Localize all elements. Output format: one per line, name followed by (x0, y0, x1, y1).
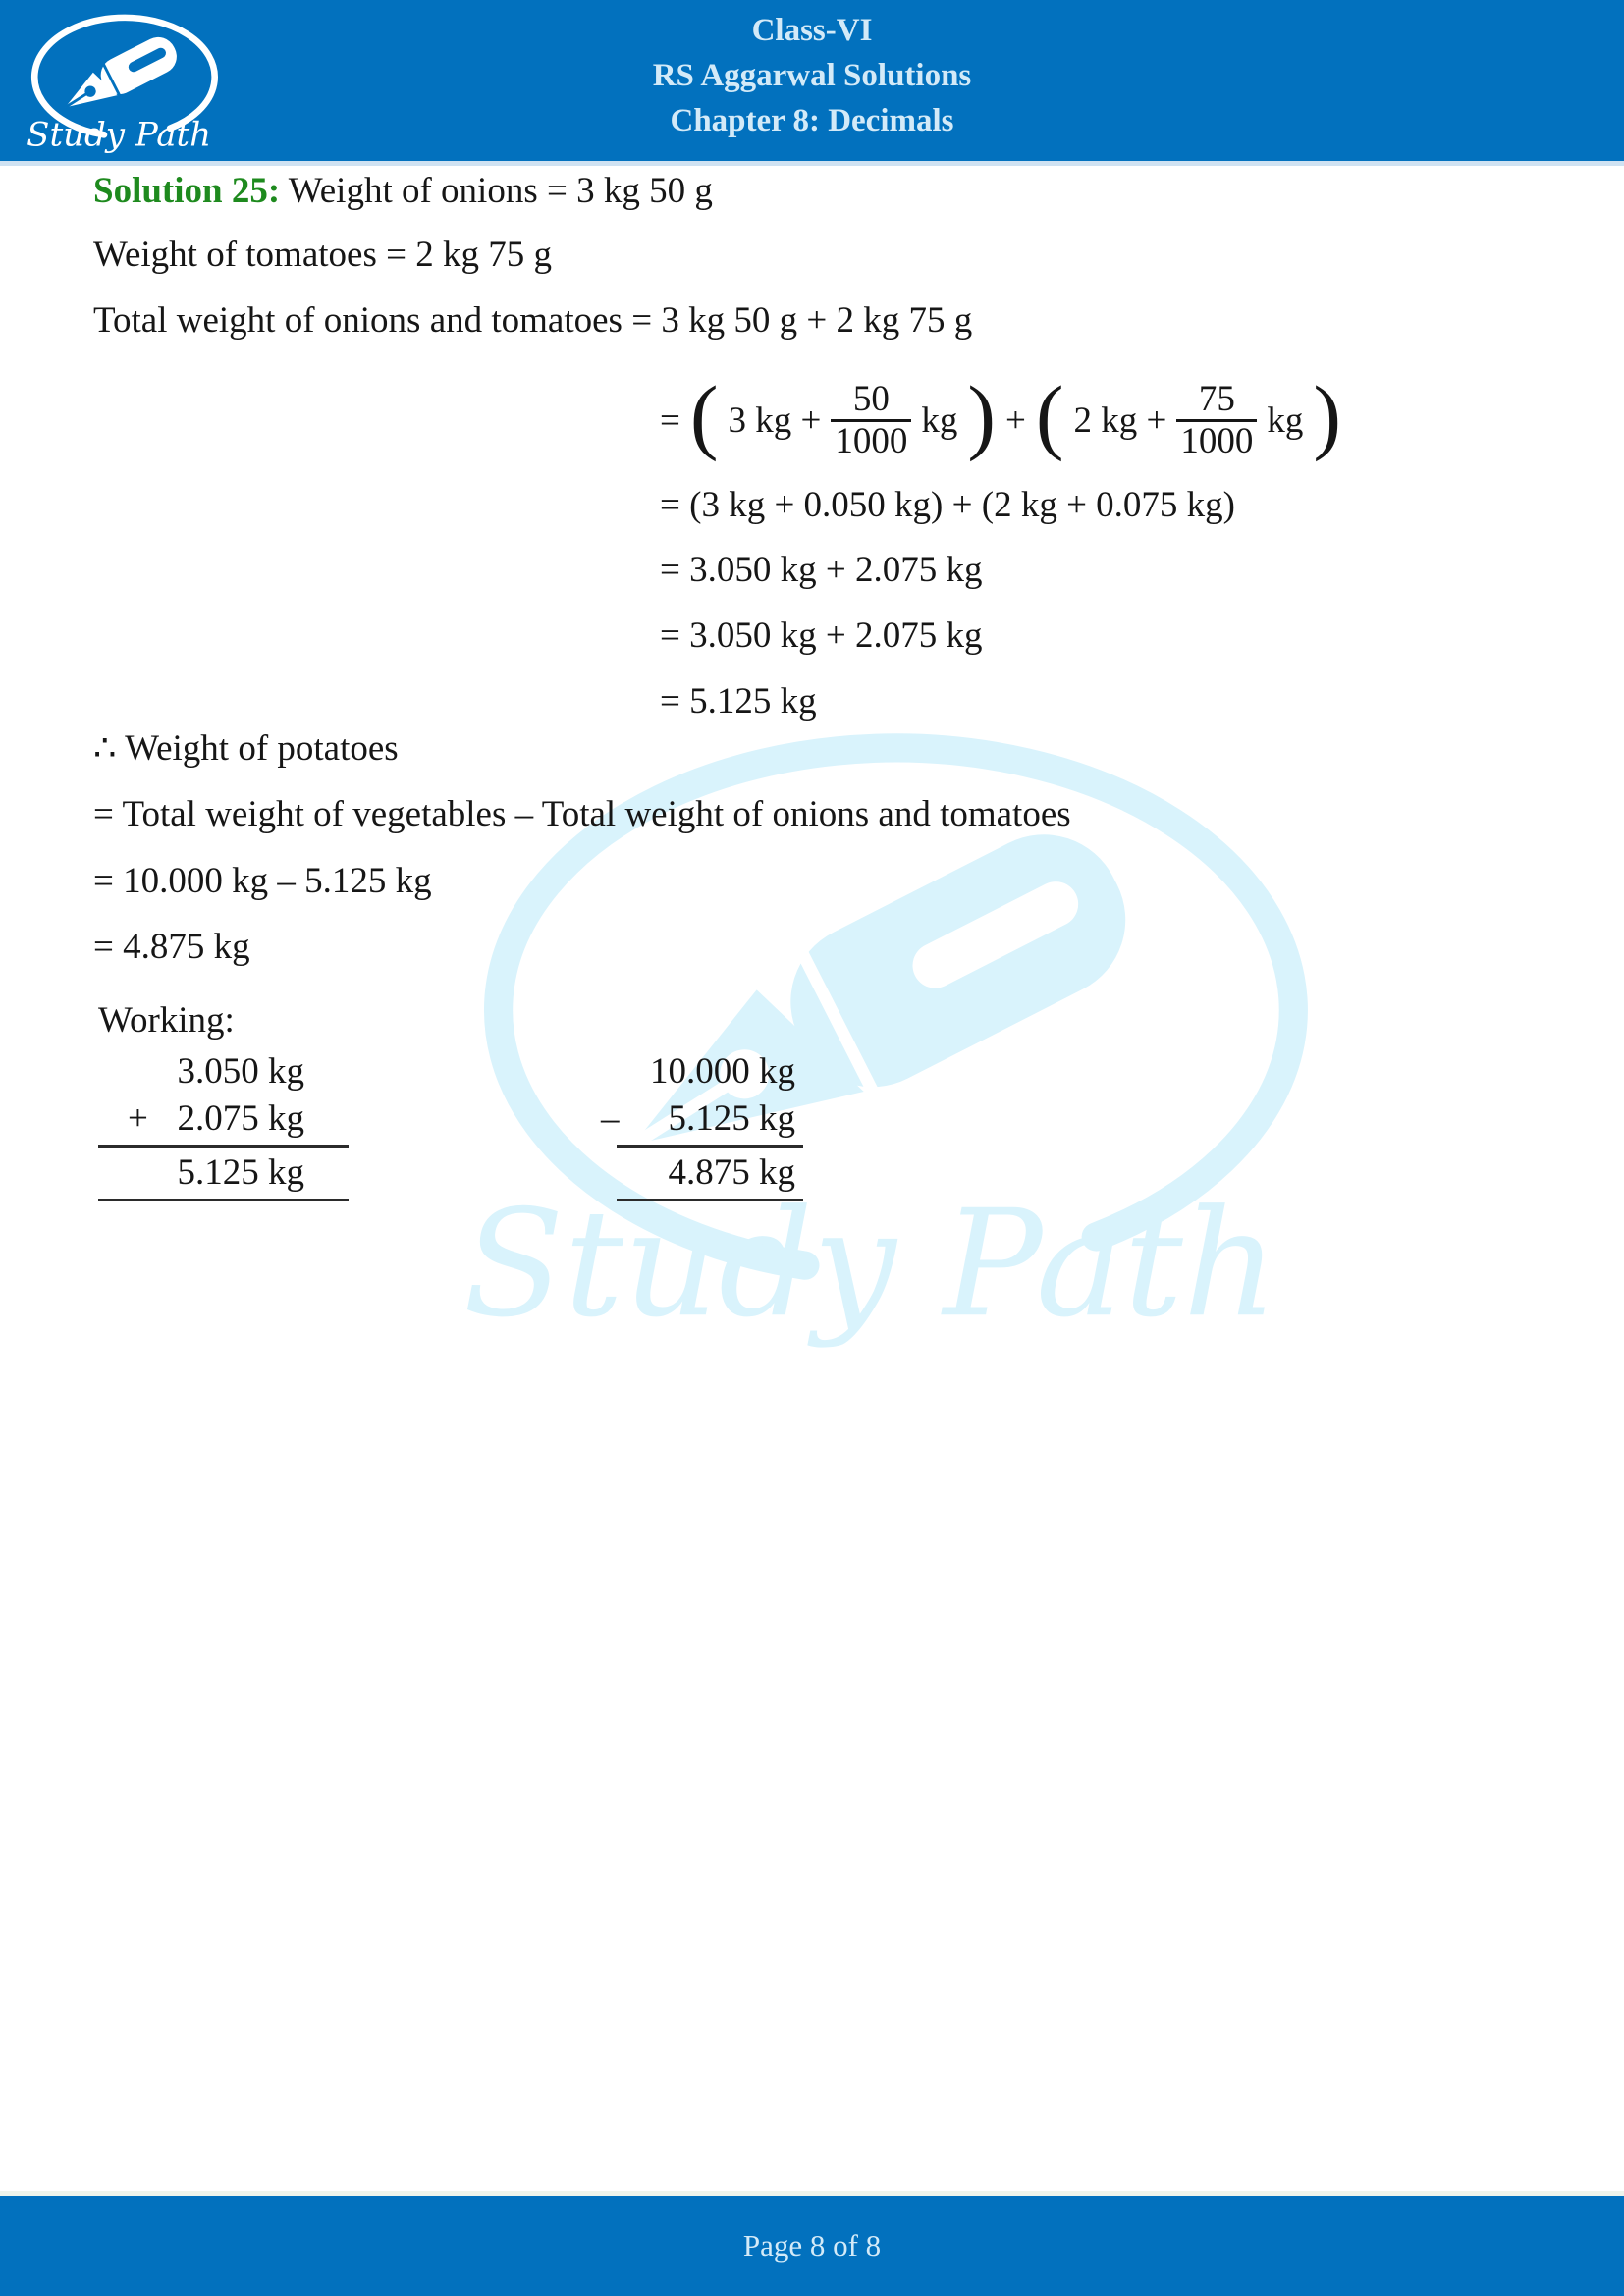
equation-row: = 3.050 kg + 2.075 kg (660, 615, 983, 656)
fraction-denominator: 1000 (1176, 419, 1257, 461)
big-paren-open-2: ( (1035, 368, 1064, 462)
working-label: Working: (98, 1000, 235, 1041)
eq-term-2: 2 kg + (1073, 400, 1167, 441)
line-result: = 4.875 kg (93, 927, 250, 967)
addend-1: 3.050 kg (177, 1051, 304, 1092)
working-row (617, 1048, 803, 1095)
working-row (98, 1048, 349, 1095)
solution-intro-text: Weight of onions = 3 kg 50 g (288, 171, 713, 211)
subtrahend: 5.125 kg (668, 1098, 795, 1139)
fraction-50-1000 (831, 380, 911, 461)
working-row (98, 1095, 349, 1143)
equation-row: = (3 kg + 0.050 kg) + (2 kg + 0.075 kg) (660, 485, 1236, 525)
working-rule (98, 1199, 349, 1201)
equation-row: = 5.125 kg (660, 681, 817, 721)
header-book-line: RS Aggarwal Solutions (652, 58, 972, 93)
fraction-numerator: 75 (1198, 378, 1235, 419)
working-row (617, 1149, 803, 1197)
eq-unit-2: kg (1267, 400, 1304, 441)
working-row (98, 1149, 349, 1197)
therefore-line: ∴ Weight of potatoes (93, 728, 399, 769)
header-title-block (0, 8, 1624, 143)
header-class-line: Class-VI (751, 13, 873, 48)
minus-operator: – (601, 1098, 620, 1139)
footer-page-number: Page 8 of 8 (742, 2228, 882, 2263)
working-row (601, 1095, 803, 1143)
eq-plus: + (1005, 400, 1026, 441)
difference-value: 4.875 kg (668, 1152, 795, 1193)
page-header (0, 0, 1624, 166)
eq-unit-1: kg (921, 400, 958, 441)
sum-value: 5.125 kg (177, 1152, 304, 1193)
working-rule (617, 1199, 803, 1201)
minuend: 10.000 kg (650, 1051, 795, 1092)
working-rule (617, 1145, 803, 1148)
solution-label: Solution 25: (93, 171, 281, 211)
line-total: Total weight of onions and tomatoes = 3 kg 50 g + 2 kg 75 g (93, 300, 973, 341)
addend-2: 2.075 kg (177, 1098, 304, 1139)
big-paren-open-1: ( (689, 368, 719, 462)
line-definition: = Total weight of vegetables – Total weight of onions and tomatoes (93, 794, 1071, 834)
big-paren-close-2: ) (1313, 368, 1342, 462)
fraction-denominator: 1000 (831, 419, 911, 461)
fraction-numerator: 50 (852, 378, 890, 419)
line-tomatoes: Weight of tomatoes = 2 kg 75 g (93, 235, 552, 275)
working-addition (98, 1048, 349, 1201)
eq-equals: = (660, 400, 680, 441)
working-rule (98, 1145, 349, 1148)
study-path-logo (14, 4, 228, 157)
solution-line-intro (93, 168, 713, 215)
fraction-75-1000 (1176, 380, 1257, 461)
equation-fraction-row (660, 368, 1342, 465)
header-chapter-line: Chapter 8: Decimals (670, 103, 954, 138)
working-subtraction (601, 1048, 803, 1201)
plus-operator: + (128, 1098, 148, 1139)
eq-term-1: 3 kg + (728, 400, 822, 441)
line-subtraction: = 10.000 kg – 5.125 kg (93, 861, 432, 901)
equation-row: = 3.050 kg + 2.075 kg (660, 550, 983, 590)
big-paren-close-1: ) (967, 368, 997, 462)
watermark-logo (407, 687, 1350, 1364)
page-footer (0, 2191, 1624, 2296)
